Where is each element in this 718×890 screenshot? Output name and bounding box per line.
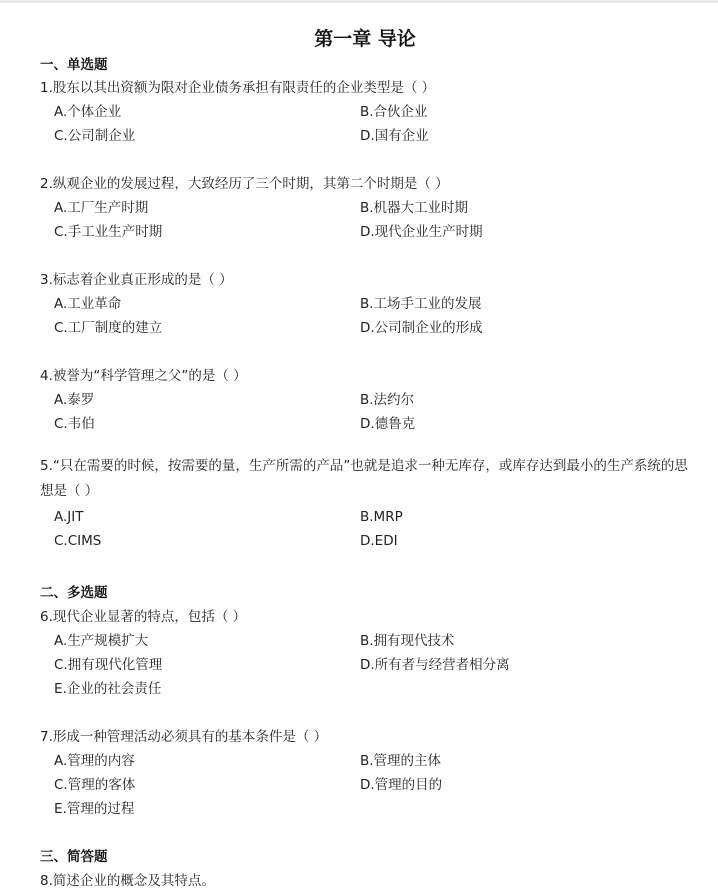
question-5: 5.“只在需要的时候，按需要的量，生产所需的产品”也就是追求一种无库存，或库存达到最小的生产系统的思想是（ ）	[40, 458, 688, 499]
q7-option-e: E.管理的过程	[54, 801, 135, 817]
question-8: 8.简述企业的概念及其特点。	[40, 873, 215, 889]
q1-option-a: A.个体企业	[54, 104, 122, 120]
q5-option-a: A.JIT	[54, 509, 84, 525]
q4-option-a: A.泰罗	[54, 392, 95, 408]
q4-option-c: C.韦伯	[54, 416, 95, 432]
question-2: 2.纵观企业的发展过程，大致经历了三个时期，其第二个时期是（ ）	[40, 176, 449, 192]
question-6: 6.现代企业显著的特点，包括（ ）	[40, 609, 247, 625]
q6-option-d: D.所有者与经营者相分离	[360, 657, 510, 673]
q2-option-d: D.现代企业生产时期	[360, 224, 483, 240]
section-heading-short-answer: 三、简答题	[40, 849, 108, 865]
q4-option-d: D.德鲁克	[360, 416, 416, 432]
q2-option-b: B.机器大工业时期	[360, 200, 469, 216]
q5-option-d: D.EDI	[360, 533, 398, 549]
q7-option-c: C.管理的客体	[54, 777, 136, 793]
q3-option-d: D.公司制企业的形成	[360, 320, 483, 336]
q3-option-c: C.工厂制度的建立	[54, 320, 163, 336]
q1-option-d: D.国有企业	[360, 128, 429, 144]
section-heading-multiple-choice: 二、多选题	[40, 585, 108, 601]
q5-option-b: B.MRP	[360, 509, 403, 525]
question-3: 3.标志着企业真正形成的是（ ）	[40, 272, 233, 288]
q7-option-a: A.管理的内容	[54, 753, 135, 769]
q6-option-a: A.生产规模扩大	[54, 633, 149, 649]
q4-option-b: B.法约尔	[360, 392, 415, 408]
q6-option-e: E.企业的社会责任	[54, 681, 162, 697]
q1-option-b: B.合伙企业	[360, 104, 428, 120]
q7-option-d: D.管理的目的	[360, 777, 443, 793]
q3-option-b: B.工场手工业的发展	[360, 296, 482, 312]
section-heading-single-choice: 一、单选题	[40, 57, 108, 73]
q2-option-a: A.工厂生产时期	[54, 200, 149, 216]
q7-option-b: B.管理的主体	[360, 753, 442, 769]
q2-option-c: C.手工业生产时期	[54, 224, 163, 240]
q6-option-b: B.拥有现代技术	[360, 633, 455, 649]
page-title: 第一章 导论	[314, 28, 416, 50]
q6-option-c: C.拥有现代化管理	[54, 657, 163, 673]
question-7: 7.形成一种管理活动必须具有的基本条件是（ ）	[40, 729, 328, 745]
q1-option-c: C.公司制企业	[54, 128, 136, 144]
q5-option-c: C.CIMS	[54, 533, 102, 549]
q3-option-a: A.工业革命	[54, 296, 122, 312]
top-divider	[0, 0, 718, 3]
question-1: 1.股东以其出资额为限对企业债务承担有限责任的企业类型是（ ）	[40, 80, 436, 96]
question-4: 4.被誉为“科学管理之父”的是（ ）	[40, 368, 247, 384]
